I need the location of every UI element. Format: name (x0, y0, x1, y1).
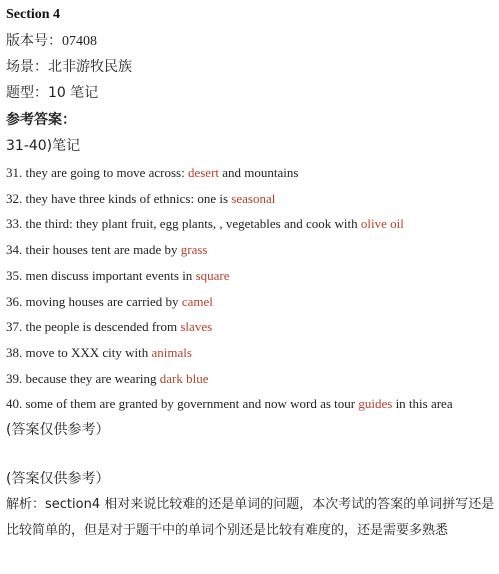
answer-item (6, 243, 207, 256)
type-line (6, 86, 98, 100)
type-value: 10 笔记 (48, 85, 99, 101)
answer-word: desert (187, 165, 220, 180)
answers-heading: 参考答案： (6, 112, 76, 128)
version-value: 07408 (62, 34, 97, 49)
range-label: 31-40)笔记 (6, 138, 81, 154)
scene-label: 场景： (6, 59, 48, 75)
answer-item (6, 397, 453, 410)
answer-item (6, 269, 230, 282)
scene-line (6, 60, 132, 74)
answer-item-text: 35. men discuss important events in (6, 267, 196, 283)
answer-word: animals (151, 344, 192, 360)
section-title: Section 4 (6, 7, 61, 22)
answer-word: grass (180, 242, 208, 258)
answer-item (6, 346, 192, 359)
answer-item-text-after: and mountains (219, 165, 299, 180)
version-label: 版本号： (6, 33, 62, 49)
answer-note-1: (答案仅供参考） (6, 422, 110, 438)
answer-item-text: 31. they are going to move across: (6, 165, 188, 180)
answer-item (6, 166, 298, 179)
answer-item-text: 39. because they are wearing (6, 370, 160, 386)
version-line (6, 34, 97, 49)
type-label: 题型： (6, 85, 48, 101)
answer-word: slaves (180, 319, 213, 335)
answer-item-text: 32. they have three kinds of ethnics: one is (6, 190, 232, 206)
explanation-line-2: 比较简单的，但是对于题干中的单词个别还是比较有难度的，还是需要多熟悉 (6, 523, 449, 538)
answer-word: olive oil (360, 216, 404, 232)
answer-word: seasonal (231, 190, 276, 206)
answer-item (6, 217, 404, 230)
answer-item (6, 320, 212, 333)
answer-item-text: 33. the third: they plant fruit, egg plants, , vegetables and cook with (6, 216, 361, 232)
answer-item-text: 36. moving houses are carried by (6, 293, 182, 309)
answer-item-text: 38. move to XXX city with (6, 344, 152, 360)
answer-item-text: 34. their houses tent are made by (6, 242, 181, 258)
answer-item (6, 192, 275, 205)
answer-word: guides (358, 396, 393, 412)
answer-word: square (195, 267, 230, 283)
answer-item-text: 37. the people is descended from (6, 319, 181, 335)
answer-note-2: (答案仅供参考） (6, 471, 110, 487)
answer-item-text: 40. some of them are granted by government and now word as tour (6, 396, 359, 412)
answer-item (6, 295, 213, 308)
answer-item-text-after: in this area (392, 396, 453, 412)
explanation-line-1: 解析：section4 相对来说比较难的还是单词的问题，本次考试的答案的单词拼写还是 (6, 497, 495, 512)
answer-item (6, 372, 209, 385)
scene-value: 北非游牧民族 (48, 59, 132, 75)
answer-word: dark blue (159, 370, 209, 386)
answer-word: camel (181, 293, 213, 309)
